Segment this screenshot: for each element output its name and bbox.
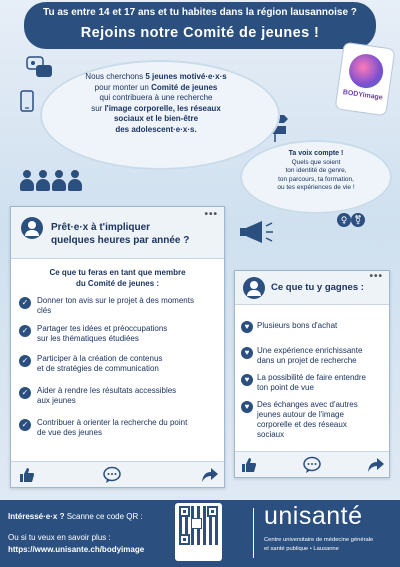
check-icon: ✓ <box>19 325 31 337</box>
thumbs-up-icon[interactable] <box>19 467 35 483</box>
voice-title: Ta voix compte ! <box>288 150 344 157</box>
list-item <box>37 354 162 374</box>
footer-interest-bold: Intéressé·e·x ? <box>8 512 65 521</box>
intro-line5: sociaux et le bien-être <box>113 114 199 123</box>
list-item-line: Donner ton avis sur le projet à des moments <box>37 296 194 305</box>
avatar-icon <box>21 217 43 239</box>
list-item-line: Des échanges avec d'autres <box>257 400 358 409</box>
title-banner <box>24 2 376 49</box>
smartphone-icon <box>20 90 34 112</box>
megaphone-icon <box>236 218 276 248</box>
list-item <box>257 321 337 331</box>
list-item-line: Plusieurs bons d'achat <box>257 321 338 330</box>
benefits-card-actions <box>235 451 389 477</box>
intro-line4b: l'image corporelle, les réseaux <box>104 103 221 113</box>
chat-bubbles-icon <box>26 56 54 82</box>
list-item-line: corporelle et des réseaux <box>257 420 347 429</box>
voice-text <box>250 150 382 193</box>
share-icon[interactable] <box>201 466 219 484</box>
avatar-icon <box>243 277 265 299</box>
list-item-line: sur les thématiques étudiées <box>37 334 139 343</box>
group-people-icon <box>20 170 84 197</box>
list-item <box>37 418 187 438</box>
list-item <box>37 324 167 344</box>
heart-icon: ♥ <box>241 347 253 359</box>
list-item-line: aux jeunes <box>37 396 76 405</box>
unisante-subtitle-2: et santé publique • Lausanne <box>264 546 339 552</box>
bodyimage-logo-icon <box>347 52 385 90</box>
list-item-line: La possibilité de faire entendre <box>257 373 366 382</box>
bodyimage-phone-logo <box>336 43 395 115</box>
list-item-line: sociaux <box>257 430 285 439</box>
commitment-title-line1: Prêt·e·x à t'impliquer <box>51 222 151 233</box>
commitment-subtitle <box>11 267 224 289</box>
commitment-subtitle-line2: du Comité de jeunes : <box>75 279 160 288</box>
list-item-line: de vue des jeunes <box>37 428 102 437</box>
unisante-subtitle-1: Centre universitaire de médecine générale <box>264 537 374 543</box>
benefits-card-header <box>235 271 389 305</box>
unisante-logo: unisanté <box>264 502 363 530</box>
intro-line2b: Comité de jeunes <box>151 82 218 92</box>
page-title: Rejoins notre Comité de jeunes ! <box>80 25 320 41</box>
commitment-card-actions <box>11 461 224 487</box>
heart-icon: ♥ <box>241 401 253 413</box>
commitment-card-header <box>11 207 224 259</box>
card-menu-icon[interactable]: ••• <box>204 209 218 220</box>
thumbs-up-icon[interactable] <box>241 457 257 473</box>
card-menu-icon[interactable]: ••• <box>369 271 383 282</box>
footer-interest <box>8 512 143 521</box>
check-icon: ✓ <box>19 419 31 431</box>
list-item-line: Une expérience enrichissante <box>257 346 363 355</box>
qr-finder <box>179 534 190 545</box>
heart-icon: ♥ <box>241 321 253 333</box>
svg-text:⚧: ⚧ <box>354 216 362 226</box>
intro-line6: des adolescent·e·x·s. <box>115 124 197 134</box>
footer-more: Ou si tu veux en savoir plus : <box>8 533 111 542</box>
voice-line: Quels que soient <box>291 158 341 166</box>
heart-icon: ♥ <box>241 374 253 386</box>
gender-symbols-icon <box>336 208 366 230</box>
voice-line: ton identité de genre, <box>285 167 347 174</box>
intro-line1b: 5 jeunes motivé·e·x·s <box>145 72 227 81</box>
commitment-card <box>10 206 225 488</box>
voice-line: ton parcours, ta formation, <box>278 175 354 183</box>
list-item-line: Contribuer à orienter la recherche du point <box>37 418 188 427</box>
benefits-card <box>234 270 390 478</box>
check-icon: ✓ <box>19 355 31 367</box>
list-item-line: clés <box>37 306 52 315</box>
list-item-line: dans un projet de recherche <box>257 356 357 365</box>
list-item <box>37 386 176 406</box>
footer-interest-rest: Scanne ce code QR : <box>64 512 143 521</box>
list-item-line: Partager tes idées et préoccupations <box>37 324 168 333</box>
commitment-card-title <box>51 221 189 247</box>
list-item <box>257 373 366 393</box>
comment-icon[interactable] <box>303 456 321 474</box>
footer-url[interactable]: https://www.unisante.ch/bodyimage <box>8 545 145 554</box>
list-item-line: Aider à rendre les résultats accessibles <box>37 386 177 395</box>
list-item-line: Participer à la création de contenus <box>37 354 163 363</box>
list-item-line: ton point de vue <box>257 383 314 392</box>
footer-divider <box>253 508 254 558</box>
header-question: Tu as entre 14 et 17 ans et tu habites dans la région lausannoise ? <box>43 7 357 18</box>
benefits-card-title: Ce que tu y gagnes : <box>271 282 364 293</box>
intro-line2: pour monter un <box>94 82 152 92</box>
intro-line4a: sur <box>91 103 105 113</box>
app-name: BODYimage <box>342 89 384 102</box>
list-item-line: jeunes autour de l'image <box>257 410 344 419</box>
voice-line: ou tes expériences de vie ! <box>277 184 355 191</box>
commitment-title-line2: quelques heures par année ? <box>51 235 190 246</box>
list-item <box>37 296 194 316</box>
comment-icon[interactable] <box>103 466 121 484</box>
intro-line1a: Nous cherchons <box>85 72 146 81</box>
list-item-line: et de stratégies de communication <box>37 364 159 373</box>
check-icon: ✓ <box>19 297 31 309</box>
commitment-subtitle-line1: Ce que tu feras en tant que membre <box>49 268 186 277</box>
list-item <box>257 400 358 440</box>
share-icon[interactable] <box>367 456 385 474</box>
qr-finder <box>207 506 218 517</box>
check-icon: ✓ <box>19 387 31 399</box>
intro-text <box>56 72 256 135</box>
qr-code[interactable] <box>175 503 222 561</box>
svg-text:♀: ♀ <box>340 216 348 226</box>
qr-center-logo <box>191 518 202 529</box>
qr-finder <box>179 506 190 517</box>
intro-line3: qui contribuera à une recherche <box>99 93 213 102</box>
list-item <box>257 346 362 366</box>
